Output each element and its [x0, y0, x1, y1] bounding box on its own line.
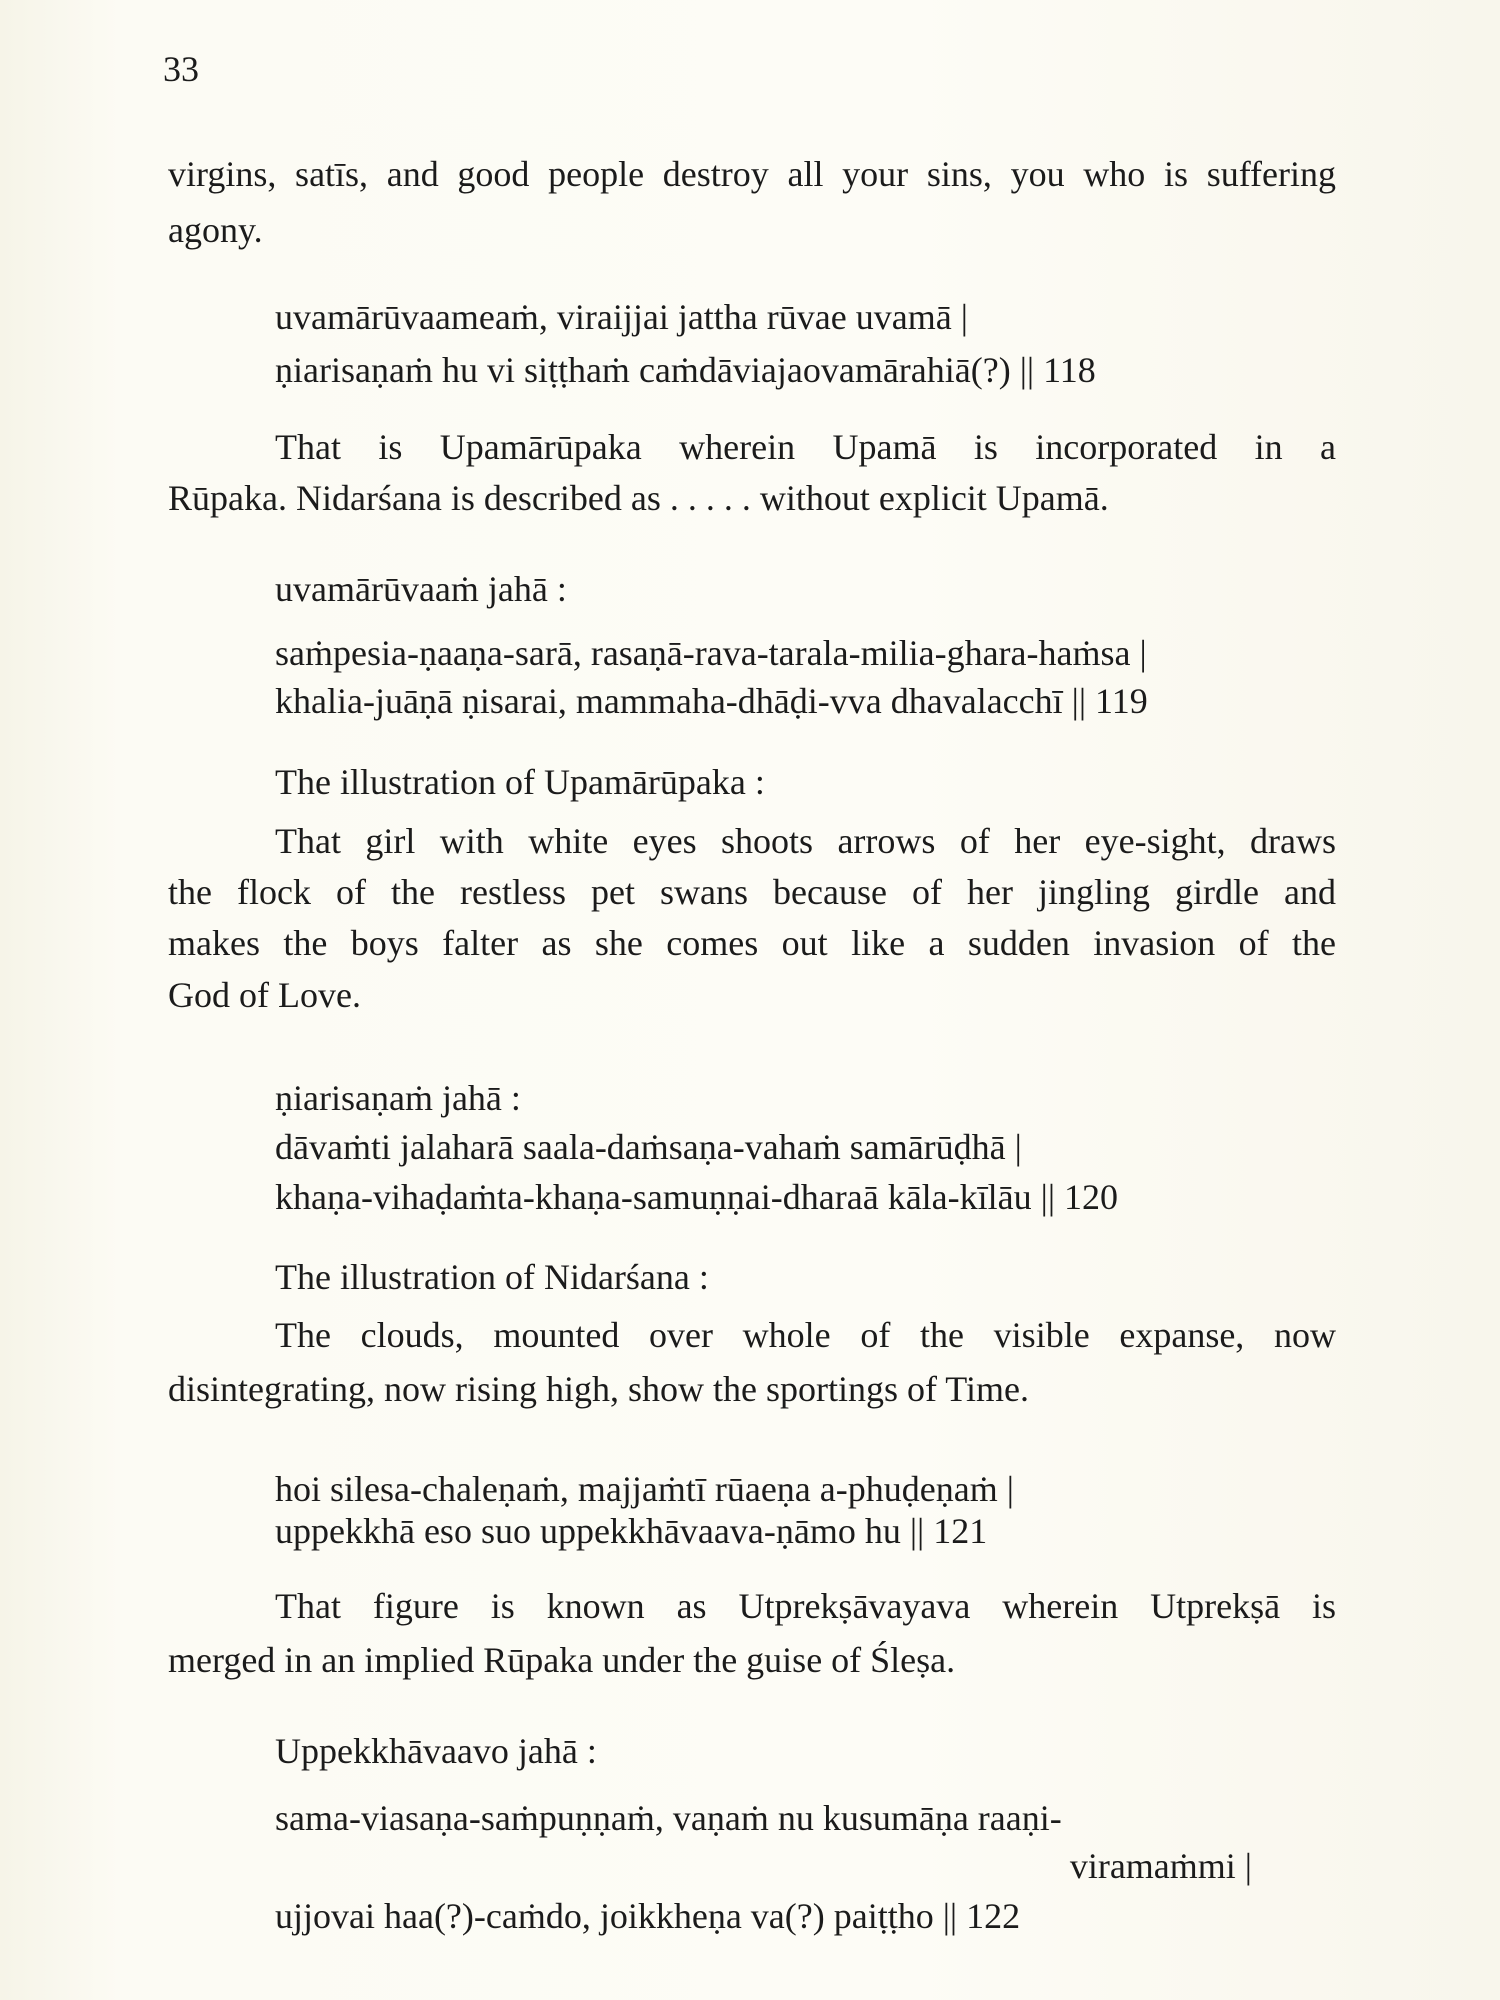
verse-line: saṁpesia-ṇaaṇa-sarā, rasaṇā-rava-tarala-milia-ghara-haṁsa | — [275, 633, 1147, 673]
verse-heading: uvamārūvaaṁ jahā : — [275, 569, 567, 609]
verse-line: ujjovai haa(?)-caṁdo, joikkheṇa va(?) paiṭṭho || 122 — [275, 1896, 1021, 1936]
verse-line: khalia-juāṇā ṇisarai, mammaha-dhāḍi-vva dhavalacchī || 119 — [275, 681, 1148, 721]
page-number: 33 — [163, 49, 199, 89]
verse-line: hoi silesa-chaleṇaṁ, majjaṁtī rūaeṇa a-phuḍeṇaṁ | — [275, 1469, 1014, 1509]
text-line: makes the boys falter as she comes out like a sudden invasion of the — [168, 923, 1336, 963]
illustration-heading: The illustration of Upamārūpaka : — [275, 762, 765, 802]
verse-line: ṇiarisaṇaṁ hu vi siṭṭhaṁ caṁdāviajaovamārahiā(?) || 118 — [275, 350, 1096, 390]
verse-line: sama-viasaṇa-saṁpuṇṇaṁ, vaṇaṁ nu kusumāṇa raaṇi- — [275, 1798, 1062, 1838]
text-line: the flock of the restless pet swans because of her jingling girdle and — [168, 872, 1336, 912]
verse-line: khaṇa-vihaḍaṁta-khaṇa-samuṇṇai-dharaā kāla-kīlāu || 120 — [275, 1177, 1119, 1217]
text-line: That girl with white eyes shoots arrows of her eye-sight, draws — [275, 821, 1336, 861]
text-line: That figure is known as Utprekṣāvayava wherein Utprekṣā is — [275, 1586, 1336, 1626]
text-line: Rūpaka. Nidarśana is described as . . . . . without explicit Upamā. — [168, 478, 1109, 518]
verse-line: dāvaṁti jalaharā saala-daṁsaṇa-vahaṁ samārūḍhā | — [275, 1127, 1022, 1167]
verse-heading: Uppekkhāvaavo jahā : — [275, 1731, 597, 1771]
text-line: merged in an implied Rūpaka under the guise of Śleṣa. — [168, 1640, 956, 1680]
verse-line: uppekkhā eso suo uppekkhāvaava-ṇāmo hu || 121 — [275, 1511, 988, 1551]
verse-heading: ṇiarisaṇaṁ jahā : — [275, 1078, 521, 1118]
verse-line: viramaṁmi | — [1069, 1846, 1252, 1886]
verse-line: uvamārūvaameaṁ, viraijjai jattha rūvae uvamā | — [275, 297, 968, 337]
text-line: That is Upamārūpaka wherein Upamā is incorporated in a — [275, 427, 1336, 467]
text-line: virgins, satīs, and good people destroy all your sins, you who is suffering — [168, 154, 1336, 194]
illustration-heading: The illustration of Nidarśana : — [275, 1257, 709, 1297]
text-line: disintegrating, now rising high, show the sportings of Time. — [168, 1369, 1030, 1409]
text-line: The clouds, mounted over whole of the visible expanse, now — [275, 1315, 1336, 1355]
text-line: God of Love. — [168, 975, 361, 1015]
text-line: agony. — [168, 210, 263, 250]
